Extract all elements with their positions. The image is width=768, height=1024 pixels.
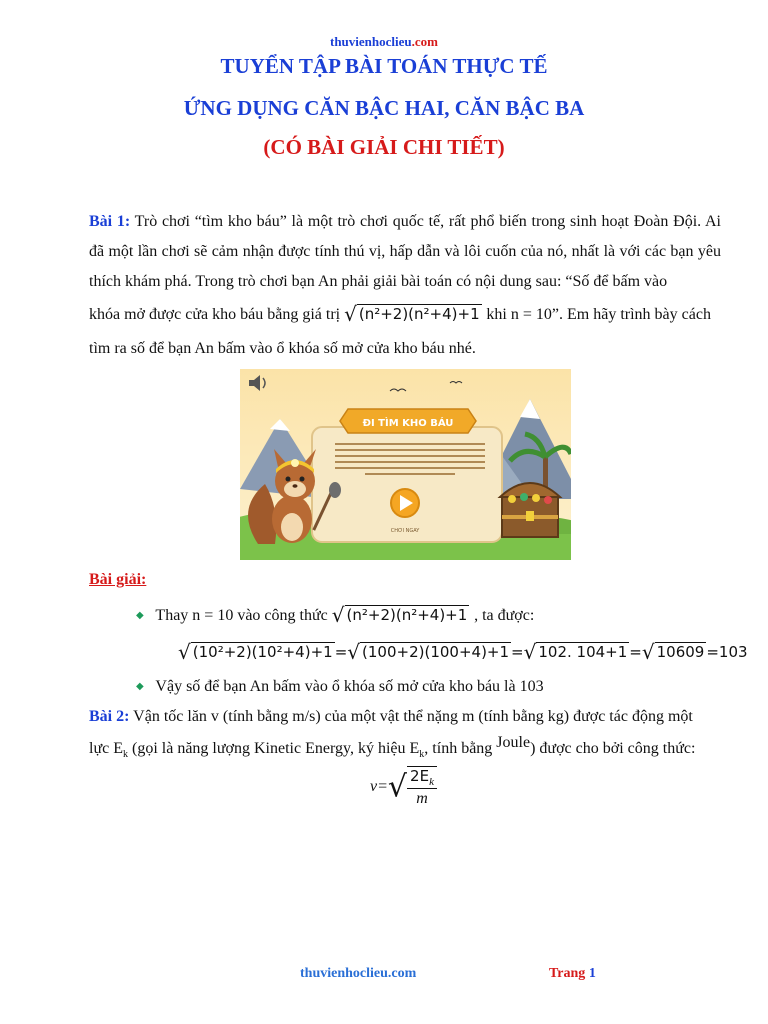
bai1-text: Trò chơi “tìm kho báu” là một trò chơi quốc tế, rất phổ biến trong sinh hoạt Đoàn Đội. Ai đã một lần chơi sẽ cảm nhận được tính thú vị, hấp dẫn và lôi cuốn của nó, nhất là với các bạn yêu thích khám phá. Trong trò chơi bạn An phải giải bài toán có nội dung sau: “Số để bấm vào <box>89 213 722 290</box>
bai1-formula-line: khóa mở được cửa kho báu bằng giá trị √ (n²+2)(n²+4)+1 khi n = 10”. Em hãy trình bày cách <box>89 302 711 326</box>
header-site-link[interactable]: thuvienhoclieu.com <box>330 34 438 49</box>
solution-calculation: √ (10²+2)(10²+4)+1 =√ (100+2)(100+4)+1 =√ 102. 104+1 =√ 10609 =103 <box>178 640 748 664</box>
bai1-paragraph <box>89 207 721 297</box>
treasure-chest-icon <box>500 483 560 537</box>
play-label: CHƠI NGAY <box>390 528 420 534</box>
title-line-1: TUYỂN TẬP BÀI TOÁN THỰC TẾ <box>220 54 548 78</box>
title-line-2: ỨNG DỤNG CĂN BẬC HAI, CĂN BẬC BA <box>183 96 585 120</box>
title-line-3: (CÓ BÀI GIẢI CHI TIẾT) <box>263 135 505 159</box>
play-button[interactable] <box>391 489 419 517</box>
bai1-formula: √ (n²+2)(n²+4)+1 <box>344 302 480 326</box>
bai2-label: Bài 2: <box>89 708 130 725</box>
footer-site-link[interactable]: thuvienhoclieu.com <box>300 966 417 981</box>
bai2-line-1: Bài 2: Vận tốc lăn v (tính bằng m/s) của một vật thể nặng m (tính bằng kg) được tác động một <box>89 708 693 725</box>
bai2-formula: v=√ $\frac{2E_k}{m}$ <box>370 766 437 808</box>
solution-label: Bài giải: <box>89 571 147 588</box>
bai2-line-2: lực $E_k$ (gọi là năng lượng Kinetic Energy, ký hiệu $E_k$, tính bằng Joule) được cho bởi công thức: <box>89 734 696 761</box>
bai1-last-line: tìm ra số để bạn An bấm vào ổ khóa số mở cửa kho báu nhé. <box>89 340 476 357</box>
diamond-bullet-icon: ◆ <box>136 681 144 692</box>
treasure-hunt-illustration <box>240 369 571 560</box>
solution-bullet-1: ◆ Thay n = 10 vào công thức √ (n²+2)(n²+4)+1 , ta được: <box>136 603 535 627</box>
banner-title: ĐI TÌM KHO BÁU <box>362 418 454 429</box>
footer-page-number: Trang 1 <box>549 966 596 981</box>
diamond-bullet-icon: ◆ <box>136 610 144 621</box>
solution-formula: √ (n²+2)(n²+4)+1 <box>331 603 468 627</box>
bai1-label: Bài 1: <box>89 213 131 230</box>
solution-bullet-2: ◆ Vậy số để bạn An bấm vào ổ khóa số mở cửa kho báu là 103 <box>136 678 544 695</box>
